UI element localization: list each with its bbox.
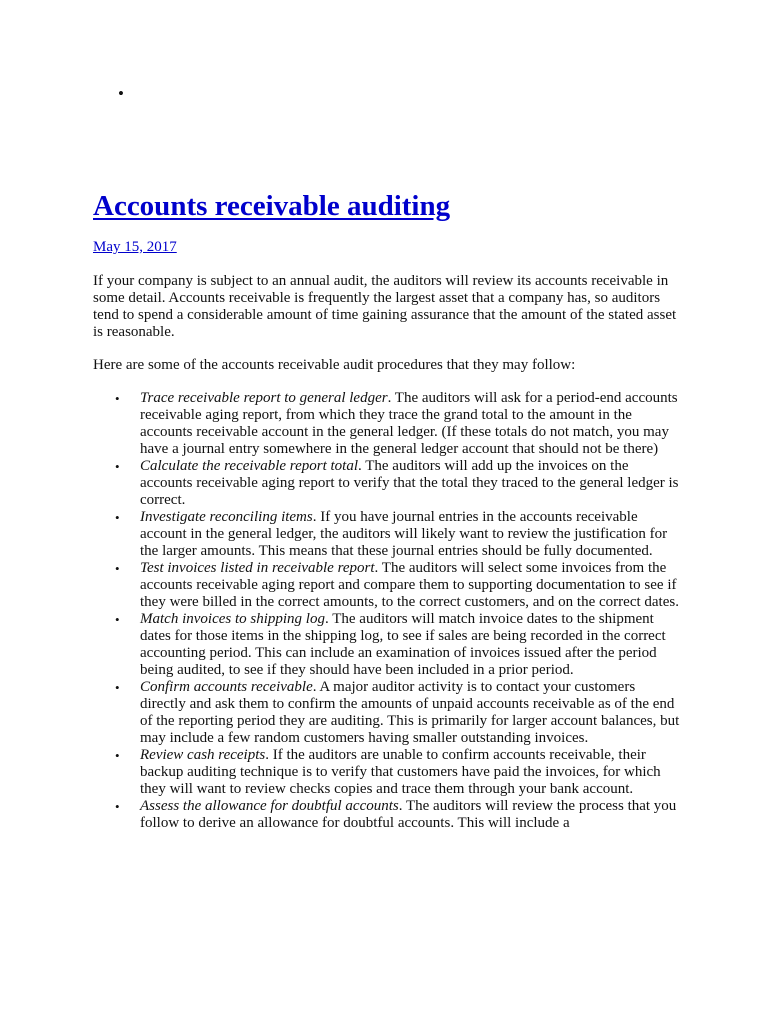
procedure-item bbox=[93, 679, 683, 747]
lead-in-paragraph: Here are some of the accounts receivable audit procedures that they may follow: bbox=[93, 357, 576, 373]
bullet-icon: • bbox=[115, 510, 120, 525]
bullet-icon: • bbox=[115, 799, 120, 814]
procedure-title: Match invoices to shipping log bbox=[140, 611, 325, 627]
bullet-icon: • bbox=[115, 391, 120, 406]
procedure-item bbox=[93, 798, 683, 832]
procedure-title: Test invoices listed in receivable report bbox=[140, 560, 375, 576]
bullet-icon: • bbox=[115, 748, 120, 763]
procedure-text: . The auditors will review the process that you follow to derive an allowance for doubtful accounts. This will include a bbox=[140, 798, 677, 831]
procedure-text: . The auditors will add up the invoices on the accounts receivable aging report to verify that the total they traced to the general ledger is correct. bbox=[140, 458, 679, 508]
bullet-icon: • bbox=[115, 680, 120, 695]
bullet-icon: • bbox=[115, 459, 120, 474]
article-date-link[interactable]: May 15, 2017 bbox=[93, 239, 177, 255]
article-title-link[interactable]: Accounts receivable auditing bbox=[93, 190, 451, 222]
procedure-item bbox=[93, 747, 683, 798]
procedure-item bbox=[93, 390, 683, 458]
procedure-text: . A major auditor activity is to contact your customers directly and ask them to confirm the amounts of unpaid accounts receivable as of the end of the reporting period they are auditing. This is primarily for larger account balances, but may include a few random customers having smaller outstanding invoices. bbox=[140, 679, 680, 746]
procedure-item bbox=[93, 458, 683, 509]
procedure-item bbox=[93, 509, 683, 560]
procedure-list bbox=[93, 390, 683, 832]
procedure-title: Confirm accounts receivable bbox=[140, 679, 313, 695]
bullet-icon: • bbox=[115, 561, 120, 576]
procedure-title: Trace receivable report to general ledger bbox=[140, 390, 388, 406]
top-bullet: • bbox=[118, 84, 124, 103]
article-body bbox=[93, 273, 683, 832]
intro-paragraph: If your company is subject to an annual audit, the auditors will review its accounts receivable in some detail. Accounts receivable is frequently the largest asset that a company has, so auditors tend to spend a considerable amount of time gaining assurance that the amount of the stated asset is reasonable. bbox=[93, 273, 677, 340]
procedure-title: Assess the allowance for doubtful accounts bbox=[140, 798, 399, 814]
procedure-text: . The auditors will match invoice dates to the shipment dates for those items in the shipping log, to see if sales are being recorded in the correct accounting period. This can include an examination of invoices issued after the period being audited, to see if they should have been included in a prior period. bbox=[140, 611, 666, 678]
procedure-item bbox=[93, 560, 683, 611]
procedure-text: . The auditors will ask for a period-end accounts receivable aging report, from which they trace the grand total to the amount in the accounts receivable account in the general ledger. (If these totals do not match, you may have a journal entry somewhere in the general ledger account that should not be there) bbox=[140, 390, 678, 457]
procedure-item bbox=[93, 611, 683, 679]
procedure-text: . The auditors will select some invoices from the accounts receivable aging report and compare them to supporting documentation to see if they were billed in the correct amounts, to the correct customers, and on the correct dates. bbox=[140, 560, 679, 610]
procedure-title: Investigate reconciling items bbox=[140, 509, 313, 525]
procedure-text: . If the auditors are unable to confirm accounts receivable, their backup auditing technique is to verify that customers have paid the invoices, for which they will want to review checks copies and trace them through your bank account. bbox=[140, 747, 661, 797]
procedure-title: Review cash receipts bbox=[140, 747, 266, 763]
procedure-text: . If you have journal entries in the accounts receivable account in the general ledger, the auditors will likely want to review the justification for the larger amounts. This means that these journal entries should be fully documented. bbox=[140, 509, 668, 559]
procedure-title: Calculate the receivable report total bbox=[140, 458, 358, 474]
bullet-icon: • bbox=[115, 612, 120, 627]
